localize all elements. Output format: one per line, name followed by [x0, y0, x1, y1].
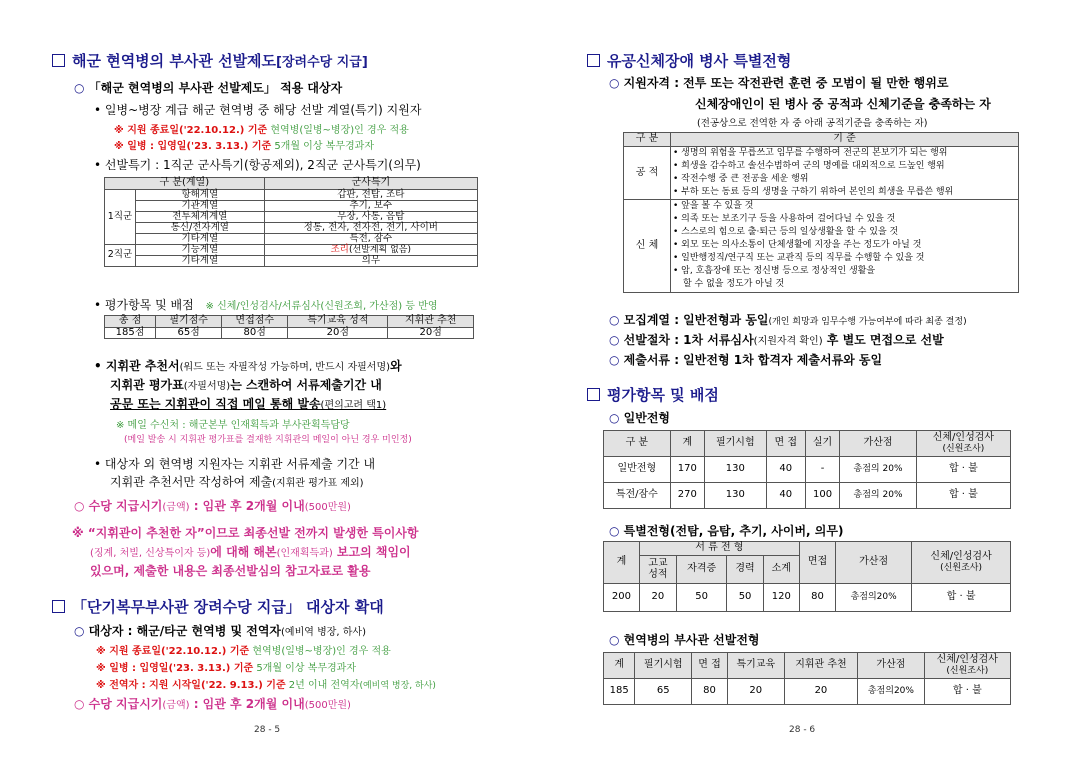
criteria-item: • 생명의 위험을 무릅쓰고 임무를 수행하여 전군의 본보기가 되는 행위: [673, 147, 1016, 160]
table-header: 지휘관 추천: [784, 653, 857, 679]
table-cell: 기관계열: [136, 200, 265, 211]
criteria-item: • 외모 또는 의사소통이 단체생활에 지장을 주는 정도가 아닐 것: [673, 239, 1016, 252]
table-header: 기 준: [671, 133, 1019, 147]
payment-timing-2: ○ 수당 지급시기(금액) : 임관 후 2개월 이내(500만원): [74, 697, 351, 711]
circle-bullet-icon: ○: [609, 524, 624, 538]
table-header: 필기시험: [635, 653, 692, 679]
bullet-rank: • 일병~병장 계급 해군 현역병 중 해당 선발 계열(특기) 지원자: [94, 103, 422, 117]
table-cell: 공 적: [624, 147, 671, 200]
table-header: 계: [670, 431, 704, 457]
criteria-item: • 스스로의 힘으로 출·퇴근 등의 일상생활을 할 수 있을 것: [673, 226, 1016, 239]
checkbox-square-icon: [52, 54, 65, 67]
qualification-note: (전공상으로 전역한 자 중 아래 공적기준을 충족하는 자): [697, 118, 928, 129]
circle-bullet-icon: ○: [609, 633, 624, 647]
military-track-table: [603, 652, 1011, 705]
special-note-line1: ※ “지휘관이 추천한 자”이므로 최종선발 전까지 발생한 특이사항: [72, 526, 419, 540]
table-header: 면접: [799, 542, 835, 584]
table-cell: 80점: [222, 327, 288, 339]
table-cell: 기타계열: [136, 255, 265, 266]
table-cell: 1직군: [105, 189, 136, 244]
applies-heading: ○ 「해군 현역병의 부사관 선발제도」 적용 대상자: [74, 81, 343, 95]
table-header: 자격증: [676, 556, 727, 584]
table-cell: 의무: [264, 255, 477, 266]
table-cell: 50: [676, 584, 727, 612]
table-cell: 2직군: [105, 244, 136, 266]
table-cell: 170: [670, 457, 704, 483]
table-cell: 20점: [388, 327, 474, 339]
table-cell: 기타계열: [136, 233, 265, 244]
criteria-item: • 부하 또는 동료 등의 생명을 구하기 위하여 본인의 희생을 무릅쓴 행위: [673, 186, 1016, 199]
target-group: ○ 대상자 : 해군/타군 현역병 및 전역자(예비역 병장, 하사): [74, 624, 366, 638]
table-cell: 합 · 불: [916, 457, 1010, 483]
table-cell: 정통, 전자, 전자전, 전기, 사이버: [264, 222, 477, 233]
table-cell: -: [805, 457, 840, 483]
criteria-table: [623, 132, 1019, 293]
section-title-evaluation: 평가항목 및 배점: [587, 384, 719, 405]
table-cell: 200: [604, 584, 640, 612]
table-header: 특기교육: [727, 653, 784, 679]
special-note-line2: (징계, 처빌, 신상특이자 등)에 대해 해본(인재획득과) 보고의 책임이: [90, 545, 411, 559]
table-cell: 총점의 20%: [840, 457, 917, 483]
circle-bullet-icon: ○: [609, 313, 624, 327]
table-cell: 120: [763, 584, 799, 612]
table-cell: [671, 200, 1019, 292]
right-page: [535, 0, 1070, 757]
table-cell: 총점의20%: [836, 584, 912, 612]
recommendation-line2: 지휘관 평가표(자필서명)는 스캔하여 서류제출기간 내: [110, 378, 382, 392]
criteria-item: • 일반행정직/연구직 또는 교관직 등의 직무를 수행할 수 있을 것: [673, 252, 1016, 265]
general-track-table: [603, 430, 1011, 509]
section-title-officer-selection: 해군 현역병의 부사관 선발제도[장려수당 지급]: [52, 50, 368, 71]
military-track-heading: ○ 현역병의 부사관 선발전형: [609, 633, 760, 647]
table-cell: 합 · 불: [912, 584, 1011, 612]
table-cell: 80: [692, 679, 728, 705]
table-cell: 일반전형: [604, 457, 671, 483]
table-cell: 20: [727, 679, 784, 705]
recruit-series: ○ 모집계열 : 일반전형과 동일(개인 희망과 임무수행 가능여부에 따라 최종 결정): [609, 313, 967, 327]
table-cell: 총점의20%: [858, 679, 924, 705]
special-track-table: [603, 541, 1011, 612]
table-header: 면접점수: [222, 316, 288, 328]
bullet-others: • 대상자 외 현역병 지원자는 지휘관 서류제출 기간 내: [94, 457, 376, 471]
circle-bullet-icon: ○: [609, 353, 624, 367]
page-number: 28 - 6: [789, 725, 816, 735]
table-header: 가산점: [836, 542, 912, 584]
criteria-item: • 앞을 볼 수 있을 것: [673, 200, 1016, 213]
table-header: 신체/인성검사 (신원조사): [924, 653, 1010, 679]
table-header: 구 분: [624, 133, 671, 147]
table-header: 신체/인성검사 (신원조사): [912, 542, 1011, 584]
table-cell: 통신/전자계열: [136, 222, 265, 233]
table-header: 면 접: [692, 653, 728, 679]
table-header: 구 분(계열): [105, 178, 265, 190]
note-mail-condition: (메일 발송 시 지휘관 평가표를 결재한 지휘관의 메일이 아닌 경우 미인정): [124, 435, 412, 445]
table-cell: 50: [727, 584, 763, 612]
table-header: 경력: [727, 556, 763, 584]
table-cell: 무장, 사통, 음탐: [264, 211, 477, 222]
bullet-recommendation: • 지휘관 추천서(워드 또는 자필작성 가능하며, 반드시 자필서명)와: [94, 359, 402, 373]
qualification-line2: 신체장애인이 된 병사 중 공적과 신체기준을 충족하는 자: [695, 97, 991, 111]
bullet-evaluation: • 평가항목 및 배점 ※ 신체/인성검사/서류심사(신원조회, 가산점) 등 반영: [94, 298, 438, 312]
table-header: 특기교육 성적: [288, 316, 388, 328]
table-header: 총 점: [105, 316, 156, 328]
checkbox-square-icon: [587, 54, 600, 67]
table-cell: 기능계열: [136, 244, 265, 255]
table-cell: 특전, 잠수: [264, 233, 477, 244]
table-cell: 총점의 20%: [840, 483, 917, 509]
table-cell: 270: [670, 483, 704, 509]
table-cell: 갑판, 전탐, 조타: [264, 189, 477, 200]
table-cell: 130: [704, 457, 766, 483]
table-header: 필기점수: [156, 316, 222, 328]
section-title-short-term: 「단기복무부사관 장려수당 지급」 대상자 확대: [52, 596, 384, 617]
criteria-item: • 희생을 감수하고 솔선수범하여 군의 명예를 대외적으로 드높인 행위: [673, 160, 1016, 173]
special-track-heading: ○ 특별전형(전탐, 음탐, 추기, 사이버, 의무): [609, 524, 844, 538]
criteria-item: 할 수 없을 정도가 아닐 것: [683, 279, 785, 290]
table-header: 계: [604, 542, 640, 584]
table-cell: 20: [639, 584, 676, 612]
table-header: 계: [604, 653, 635, 679]
table-cell: [671, 147, 1019, 200]
table-cell: 65: [635, 679, 692, 705]
special-note-line3: 있으며, 제출한 내용은 최종선발심의 참고자료로 활용: [90, 564, 371, 578]
circle-bullet-icon: ○: [74, 697, 89, 711]
table-cell: 추기, 보수: [264, 200, 477, 211]
table-cell: 특전/잠수: [604, 483, 671, 509]
general-track-heading: ○ 일반전형: [609, 411, 671, 425]
payment-timing: ○ 수당 지급시기(금액) : 임관 후 2개월 이내(500만원): [74, 499, 351, 513]
required-documents: ○ 제출서류 : 일반전형 1차 합격자 제출서류와 동일: [609, 353, 883, 367]
table-cell: 합 · 불: [924, 679, 1010, 705]
table-header: 구 분: [604, 431, 671, 457]
table-cell: 조리(선발계획 없음): [264, 244, 477, 255]
criteria-item: • 의족 또는 보조기구 등을 사용하여 걸어다닐 수 있을 것: [673, 213, 1016, 226]
checkbox-square-icon: [52, 600, 65, 613]
table-cell: 합 · 불: [916, 483, 1010, 509]
checkbox-square-icon: [587, 388, 600, 401]
table-cell: 40: [766, 457, 805, 483]
table-header: 서 류 전 형: [639, 542, 799, 556]
circle-bullet-icon: ○: [74, 81, 89, 95]
circle-bullet-icon: ○: [609, 76, 624, 90]
criteria-item: • 작전수행 중 큰 전공을 세운 행위: [673, 173, 1016, 186]
table-cell: 65점: [156, 327, 222, 339]
selection-process: ○ 선발절차 : 1차 서류심사(지원자격 확인) 후 별도 면접으로 선발: [609, 333, 944, 347]
note-private-2: ※ 일병 : 입영일('23. 3.13.) 기준 5개월 이상 복무경과자: [96, 663, 356, 674]
criteria-item: • 암, 호흡장애 또는 정신병 등으로 정상적인 생활을: [673, 265, 1016, 278]
table-cell: 130: [704, 483, 766, 509]
note-private: ※ 일병 : 입영일('23. 3.13.) 기준 5개월 이상 복무경과자: [114, 141, 374, 152]
table-header: 신체/인성검사 (신원조사): [916, 431, 1010, 457]
table-cell: 신 체: [624, 200, 671, 292]
note-deadline-2: ※ 지원 종료일('22.10.12.) 기준 현역병(일병~병장)인 경우 적용: [96, 646, 391, 657]
table-header: 가산점: [858, 653, 924, 679]
circle-bullet-icon: ○: [74, 499, 89, 513]
table-cell: 40: [766, 483, 805, 509]
qualification-line1: ○ 지원자격 : 전투 또는 작전관련 훈련 중 모범이 될 만한 행위로: [609, 76, 949, 90]
table-header: 소계: [763, 556, 799, 584]
table-cell: 185: [604, 679, 635, 705]
recommendation-line3: 공문 또는 지휘관이 직접 메일 통해 발송(편의고려 택1): [110, 397, 387, 411]
note-discharged: ※ 전역자 : 지원 시작일('22. 9.13.) 기준 2년 이내 전역자(예비역 병장, 하사): [96, 680, 436, 691]
note-mail-recipient: ※ 메일 수신처 : 해군본부 인재획득과 부사관획득담당: [116, 420, 350, 431]
score-table: [104, 315, 474, 339]
table-header: 고교 성적: [639, 556, 676, 584]
table-header: 지휘관 추천: [388, 316, 474, 328]
specialty-table: [104, 177, 478, 267]
circle-bullet-icon: ○: [609, 333, 624, 347]
table-cell: 100: [805, 483, 840, 509]
table-cell: 항해계열: [136, 189, 265, 200]
table-cell: 185점: [105, 327, 156, 339]
table-header: 필기시험: [704, 431, 766, 457]
circle-bullet-icon: ○: [74, 624, 89, 638]
others-line2: 지휘관 추천서만 작성하여 제출(지휘관 평가표 제외): [110, 475, 364, 489]
table-header: 면 접: [766, 431, 805, 457]
table-header: 군사특기: [264, 178, 477, 190]
table-cell: 20점: [288, 327, 388, 339]
bullet-specialty: • 선발특기 : 1직군 군사특기(항공제외), 2직군 군사특기(의무): [94, 158, 421, 172]
circle-bullet-icon: ○: [609, 411, 624, 425]
page-number: 28 - 5: [254, 725, 281, 735]
table-cell: 전투체계계열: [136, 211, 265, 222]
table-header: 가산점: [840, 431, 917, 457]
section-title-disabled-soldier: 유공신체장애 병사 특별전형: [587, 50, 791, 71]
note-deadline: ※ 지원 종료일('22.10.12.) 기준 현역병(일병~병장)인 경우 적용: [114, 125, 409, 136]
table-header: 실기: [805, 431, 840, 457]
table-cell: 20: [784, 679, 857, 705]
table-cell: 80: [799, 584, 835, 612]
